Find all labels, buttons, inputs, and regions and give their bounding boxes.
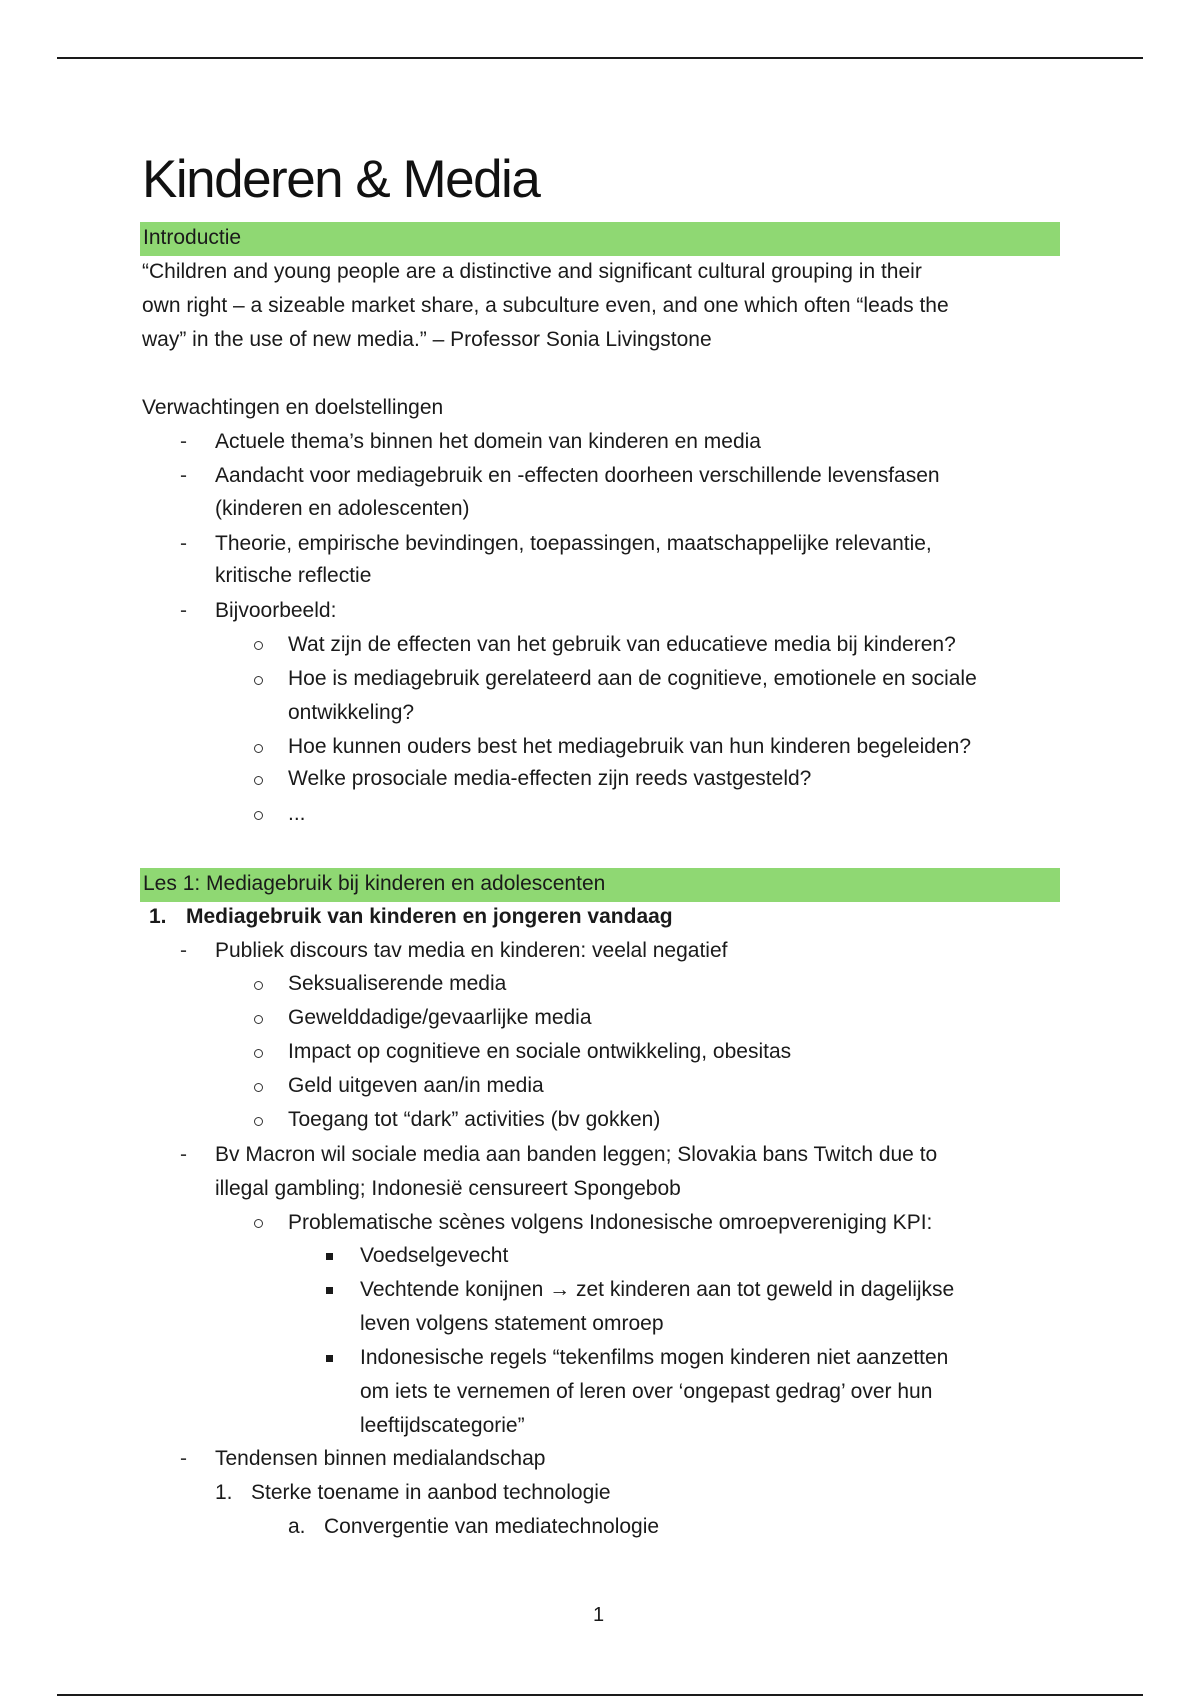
list-item: Hoe kunnen ouders best het mediagebruik van hun kinderen begeleiden?	[288, 735, 971, 758]
list-item: Theorie, empirische bevindingen, toepassingen, maatschappelijke relevantie,	[215, 532, 932, 555]
dash-bullet: -	[180, 532, 187, 555]
dash-bullet: -	[180, 430, 187, 453]
circle-bullet-icon	[254, 1117, 263, 1126]
list-item: Publiek discours tav media en kinderen: veelal negatief	[215, 939, 728, 962]
circle-bullet-icon	[254, 641, 263, 650]
list-item-continuation: kritische reflectie	[215, 564, 372, 587]
list-item: Actuele thema’s binnen het domein van kinderen en media	[215, 430, 761, 453]
page-number: 1	[593, 1604, 605, 1626]
circle-bullet-icon	[254, 811, 263, 820]
list-item: Voedselgevecht	[360, 1244, 509, 1267]
list-letter: a.	[288, 1515, 306, 1538]
list-item: Convergentie van mediatechnologie	[324, 1515, 660, 1538]
bottom-rule	[57, 1694, 1143, 1696]
list-item: Toegang tot “dark” activities (bv gokken)	[288, 1108, 661, 1131]
list-item-continuation: om iets te vernemen of leren over ‘ongepast gedrag’ over hun	[360, 1380, 933, 1403]
list-item: Problematische scènes volgens Indonesische omroepvereniging KPI:	[288, 1211, 933, 1234]
page-title: Kinderen & Media	[142, 150, 540, 209]
dash-bullet: -	[180, 939, 187, 962]
intro-heading: Introductie	[143, 226, 242, 249]
list-item: Aandacht voor mediagebruik en -effecten doorheen verschillende levensfasen	[215, 464, 940, 487]
section-number: 1.	[149, 905, 167, 928]
list-item-continuation: ontwikkeling?	[288, 701, 415, 724]
circle-bullet-icon	[254, 744, 263, 753]
list-item: Bv Macron wil sociale media aan banden leggen; Slovakia bans Twitch due to	[215, 1143, 938, 1166]
list-item: Indonesische regels “tekenfilms mogen kinderen niet aanzetten	[360, 1346, 949, 1369]
circle-bullet-icon	[254, 981, 263, 990]
list-item: Geld uitgeven aan/in media	[288, 1074, 544, 1097]
circle-bullet-icon	[254, 1049, 263, 1058]
dash-bullet: -	[180, 464, 187, 487]
section-title: Mediagebruik van kinderen en jongeren vandaag	[186, 905, 673, 928]
les1-heading-highlight	[140, 868, 1060, 902]
circle-bullet-icon	[254, 1219, 263, 1228]
list-item: Seksualiserende media	[288, 972, 507, 995]
quote-line: own right – a sizeable market share, a subculture even, and one which often “leads the	[142, 294, 949, 317]
list-item: Hoe is mediagebruik gerelateerd aan de cognitieve, emotionele en sociale	[288, 667, 977, 690]
list-item: Gewelddadige/gevaarlijke media	[288, 1006, 592, 1029]
list-number: 1.	[215, 1481, 233, 1504]
list-item: Vechtende konijnen → zet kinderen aan tot geweld in dagelijkse	[360, 1278, 955, 1301]
list-item-continuation: leven volgens statement omroep	[360, 1312, 664, 1335]
les1-heading: Les 1: Mediagebruik bij kinderen en adolescenten	[143, 872, 606, 895]
list-item-continuation: (kinderen en adolescenten)	[215, 497, 470, 520]
quote-line: way” in the use of new media.” – Professor Sonia Livingstone	[142, 328, 712, 351]
square-bullet-icon	[326, 1287, 333, 1294]
square-bullet-icon	[326, 1253, 333, 1260]
circle-bullet-icon	[254, 676, 263, 685]
quote-line: “Children and young people are a distinctive and significant cultural grouping in their	[142, 260, 922, 283]
intro-heading-highlight	[140, 222, 1060, 256]
circle-bullet-icon	[254, 1083, 263, 1092]
list-item: Welke prosociale media-effecten zijn reeds vastgesteld?	[288, 767, 812, 790]
list-item-continuation: illegal gambling; Indonesië censureert Spongebob	[215, 1177, 681, 1200]
list-item: Tendensen binnen medialandschap	[215, 1447, 546, 1470]
circle-bullet-icon	[254, 1015, 263, 1024]
circle-bullet-icon	[254, 776, 263, 785]
square-bullet-icon	[326, 1355, 333, 1362]
list-item: Wat zijn de effecten van het gebruik van educatieve media bij kinderen?	[288, 633, 956, 656]
list-item-continuation: leeftijdscategorie”	[360, 1414, 525, 1437]
dash-bullet: -	[180, 599, 187, 622]
expectations-heading: Verwachtingen en doelstellingen	[142, 396, 444, 419]
list-item: ...	[288, 802, 306, 825]
list-item: Bijvoorbeeld:	[215, 599, 337, 622]
list-item: Impact op cognitieve en sociale ontwikkeling, obesitas	[288, 1040, 792, 1063]
list-item: Sterke toename in aanbod technologie	[251, 1481, 611, 1504]
dash-bullet: -	[180, 1447, 187, 1470]
dash-bullet: -	[180, 1143, 187, 1166]
